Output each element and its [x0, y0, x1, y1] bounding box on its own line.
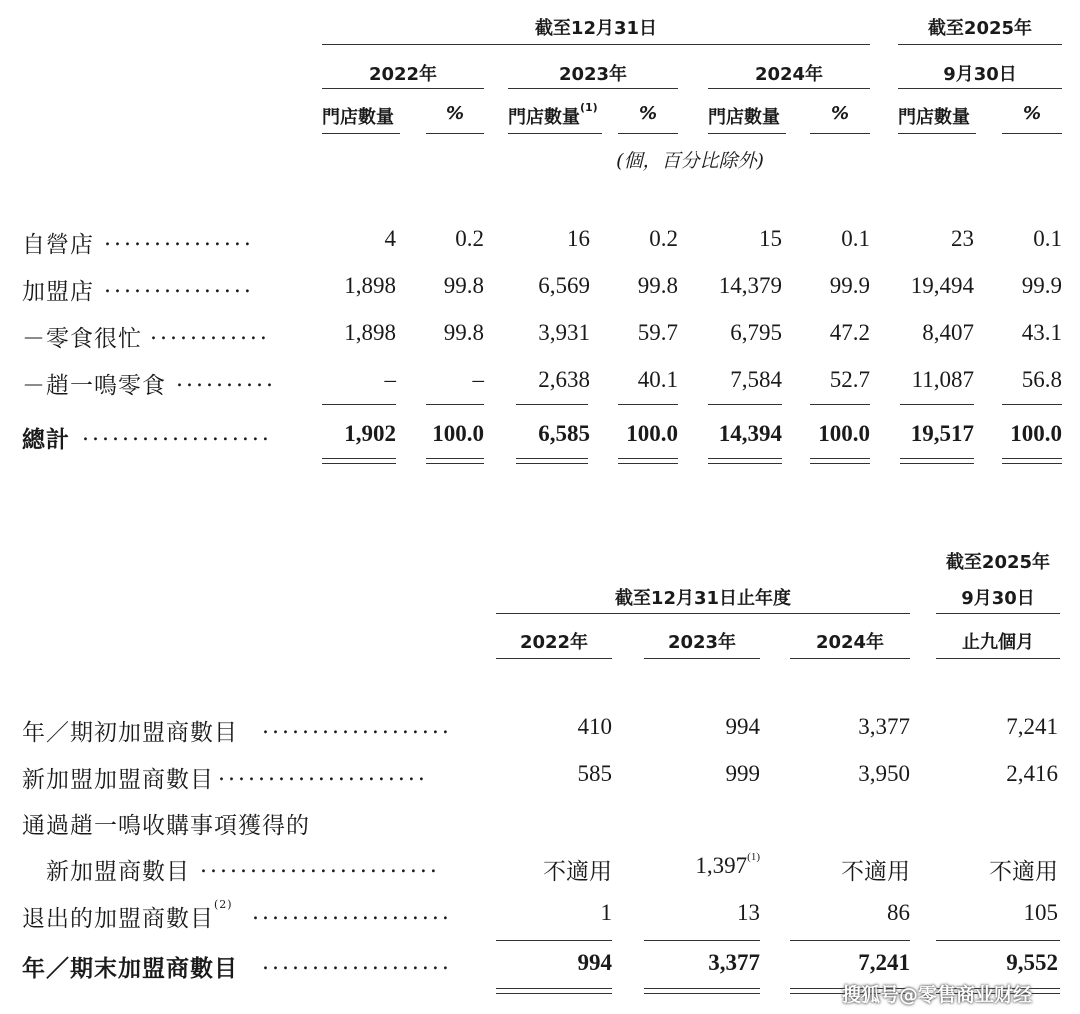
t1-dbl-5: [708, 458, 782, 464]
t1-cell: 6,569: [538, 273, 590, 298]
t2-total-cell: 994: [577, 950, 612, 975]
t2-rule-top-sep: [936, 613, 1060, 614]
t1-cell: 0.1: [1033, 226, 1062, 251]
t2-rule-year-2024: [790, 658, 910, 659]
t1-cell: 99.8: [637, 273, 678, 298]
t2-cell-value: 3,950: [858, 761, 910, 786]
t1-rule-before-total: [322, 404, 396, 405]
t2-cell-value: 410: [577, 714, 612, 739]
t2-nine-months: 止九個月: [962, 632, 1034, 653]
t1-dbl-3: [516, 458, 588, 464]
t2-cell: [630, 900, 760, 926]
t1-col-count-2023: [508, 103, 604, 129]
t1-rule-before-total-7: [900, 404, 974, 405]
t1-rule-year-2023: [508, 88, 678, 89]
t1-rule-sub-5: [708, 133, 786, 134]
t1-total-leader: ...................: [82, 421, 272, 446]
t1-cell: 99.8: [443, 273, 484, 298]
t1-total-cell: 19,517: [910, 421, 974, 446]
t2-row-label: [22, 714, 238, 747]
t1-total-cell: 14,394: [718, 421, 782, 446]
t2-cell-value: 不適用: [989, 859, 1058, 884]
t1-rule-before-total-3: [516, 404, 588, 405]
t2-rule-year-2023: [644, 658, 760, 659]
t2-row-label: [22, 900, 233, 933]
t1-row-leader: ...............: [104, 273, 254, 298]
t1-rule-sub-6: [810, 133, 870, 134]
t1-cell: 15: [759, 226, 782, 251]
t2-cell: [780, 714, 910, 740]
t1-col-pct-2022: %: [445, 103, 465, 124]
t1-cell: 99.8: [443, 320, 484, 345]
t2-row-leader: ...................: [262, 714, 452, 739]
t1-cell: 1,898: [344, 320, 396, 345]
t1-rule-sub-2: [426, 133, 484, 134]
t1-rule-year-sep: [898, 88, 1062, 89]
t2-cell: [780, 761, 910, 787]
t2-rule-before-total-3: [790, 940, 910, 941]
t1-cell: 40.1: [637, 367, 678, 392]
t1-col-pct-sep: %: [1022, 103, 1042, 124]
t2-cell-value: 不適用: [543, 859, 612, 884]
t2-total-cell: 9,552: [1006, 950, 1058, 975]
t1-rule-sub-7: [898, 133, 976, 134]
t1-row-label: 自營店: [22, 232, 94, 258]
t1-rule-sub-4: [618, 133, 678, 134]
t2-total-leader: ...................: [262, 950, 452, 975]
t2-cell: [928, 900, 1058, 926]
t2-row-label-text: 新加盟商數目: [46, 859, 190, 885]
t1-cell: 0.1: [841, 226, 870, 251]
t1-cell: 19,494: [910, 273, 974, 298]
t2-rule-before-total-1: [496, 940, 612, 941]
t1-year-2022: 2022年: [368, 64, 438, 85]
t2-cell-value: 不適用: [841, 859, 910, 884]
t1-period-dec: 截至12月31日: [534, 18, 658, 39]
t1-col-pct-2024: %: [830, 103, 850, 124]
t1-rule-before-total-4: [618, 404, 678, 405]
t1-rule-before-total-2: [426, 404, 484, 405]
t2-cell-value: 7,241: [1006, 714, 1058, 739]
t2-cell-value: 999: [725, 761, 760, 786]
t1-rule-year-2024: [708, 88, 870, 89]
t1-rule-sub-1: [322, 133, 400, 134]
t2-cell: [482, 900, 612, 926]
t2-total-cell: 7,241: [858, 950, 910, 975]
t1-dbl-1: [322, 458, 396, 464]
t2-year-2023: 2023年: [667, 632, 737, 653]
t1-cell: 23: [951, 226, 974, 251]
t1-year-2024: 2024年: [754, 64, 824, 85]
t1-rule-top-dec: [322, 44, 870, 45]
t1-cell: 7,584: [730, 367, 782, 392]
watermark: 搜狐号@零售商业财经: [842, 984, 1033, 1006]
t2-row-leader: ........................: [200, 853, 440, 878]
t1-row-label: 加盟店: [22, 279, 94, 305]
t2-cell-note: (1): [747, 851, 760, 863]
t1-row-label: －零食很忙: [22, 326, 142, 352]
t2-row-label: [22, 761, 214, 794]
t2-rule-before-total-4: [936, 940, 1060, 941]
t1-cell: 99.9: [829, 273, 870, 298]
t2-row-label-text: 通過趙一鳴收購事項獲得的: [22, 813, 310, 839]
t2-sep-line2: 9月30日: [961, 588, 1035, 609]
t1-cell: 43.1: [1021, 320, 1062, 345]
t1-row-leader: ...............: [104, 226, 254, 251]
t2-row-label-text: 新加盟加盟商數目: [22, 767, 214, 793]
t1-col-count-2023-note: (1): [580, 101, 598, 114]
t2-total-cell: 3,377: [708, 950, 760, 975]
t1-rule-before-total-8: [1002, 404, 1062, 405]
t2-cell-value: 13: [737, 900, 760, 925]
t1-dbl-4: [618, 458, 678, 464]
t2-dbl-1: [496, 988, 612, 994]
t1-col-count-2023-label: 門店數量: [508, 107, 580, 128]
t1-cell: 4: [384, 226, 396, 251]
t1-cell: 0.2: [649, 226, 678, 251]
t1-cell: 47.2: [829, 320, 870, 345]
t2-cell: [928, 853, 1058, 886]
t1-total-cell: 1,902: [344, 421, 396, 446]
t1-period-sep: 截至2025年: [927, 18, 1033, 39]
t2-cell-value: 86: [887, 900, 910, 925]
t1-cell: 1,898: [344, 273, 396, 298]
t2-cell: [482, 761, 612, 787]
t2-cell: [780, 900, 910, 926]
t1-cell: 16: [567, 226, 590, 251]
t1-cell: 52.7: [829, 367, 870, 392]
t2-cell-value: 994: [725, 714, 760, 739]
t1-row-leader: ..........: [176, 367, 276, 392]
t2-cell: [630, 853, 760, 879]
t1-sep30: 9月30日: [943, 64, 1017, 85]
t1-rule-top-sep: [898, 44, 1062, 45]
t1-cell: 6,795: [730, 320, 782, 345]
t1-rule-year-2022: [322, 88, 484, 89]
t2-cell-value: 105: [1023, 900, 1058, 925]
t1-col-count-2024: 門店數量: [708, 107, 780, 128]
t2-total-label: 年／期末加盟商數目: [22, 956, 238, 982]
t1-rule-before-total-5: [708, 404, 782, 405]
t2-cell: [482, 714, 612, 740]
t1-total-cell: 100.0: [432, 421, 484, 446]
t1-cell: –: [384, 367, 396, 392]
t2-row-label-note: (2): [214, 898, 233, 911]
t1-cell: –: [472, 367, 484, 392]
t2-year-2022: 2022年: [519, 632, 589, 653]
t1-rule-sub-3: [508, 133, 602, 134]
t1-col-count-sep: 門店數量: [898, 107, 970, 128]
t1-total-cell: 100.0: [626, 421, 678, 446]
t2-cell-value: 1,397: [695, 853, 748, 878]
t1-cell: 14,379: [718, 273, 782, 298]
t2-row-leader: .....................: [218, 761, 428, 786]
t2-row-label: [22, 807, 310, 840]
t1-year-2023: 2023年: [558, 64, 628, 85]
t1-cell: 59.7: [637, 320, 678, 345]
t2-rule-year-2022: [496, 658, 612, 659]
t1-total-cell: 100.0: [1010, 421, 1062, 446]
t2-cell: [482, 853, 612, 886]
t1-col-pct-2023: %: [638, 103, 658, 124]
t1-unit-note: (個，百分比除外): [616, 150, 764, 172]
t1-dbl-6: [810, 458, 870, 464]
t2-dbl-2: [644, 988, 760, 994]
t1-dbl-8: [1002, 458, 1062, 464]
t2-sep-line1: 截至2025年: [945, 552, 1051, 573]
t2-cell-value: 3,377: [858, 714, 910, 739]
t2-period-year: 截至12月31日止年度: [614, 588, 792, 609]
t2-year-2024: 2024年: [815, 632, 885, 653]
t1-cell: 0.2: [455, 226, 484, 251]
t2-cell: [630, 714, 760, 740]
t1-dbl-2: [426, 458, 484, 464]
t2-rule-before-total-2: [644, 940, 760, 941]
t2-rule-year-sep: [936, 658, 1060, 659]
t2-cell-value: 585: [577, 761, 612, 786]
t1-row-label: －趙一鳴零食: [22, 373, 166, 399]
t2-cell: [928, 714, 1058, 740]
t1-cell: 8,407: [922, 320, 974, 345]
t1-col-count-2022: 門店數量: [322, 107, 394, 128]
t1-row-leader: ............: [150, 320, 270, 345]
t2-cell: [928, 761, 1058, 787]
t2-cell-value: 1: [600, 900, 612, 925]
t1-rule-before-total-6: [810, 404, 870, 405]
t1-total-cell: 6,585: [538, 421, 590, 446]
t1-cell: 11,087: [911, 367, 974, 392]
t1-dbl-7: [900, 458, 974, 464]
t1-cell: 99.9: [1021, 273, 1062, 298]
t2-row-label-text: 年／期初加盟商數目: [22, 720, 238, 746]
t2-rule-top-year: [496, 613, 910, 614]
t2-row-label-text: 退出的加盟商數目: [22, 906, 214, 932]
t2-row-leader: ....................: [252, 900, 452, 925]
t2-cell-value: 2,416: [1006, 761, 1058, 786]
t1-cell: 56.8: [1021, 367, 1062, 392]
t2-row-label: [46, 853, 190, 886]
t1-rule-sub-8: [1002, 133, 1062, 134]
t1-cell: 3,931: [538, 320, 590, 345]
t1-total-label: 總計: [22, 427, 70, 453]
t2-cell: [630, 761, 760, 787]
t2-cell: [780, 853, 910, 886]
t1-total-cell: 100.0: [818, 421, 870, 446]
t1-cell: 2,638: [538, 367, 590, 392]
